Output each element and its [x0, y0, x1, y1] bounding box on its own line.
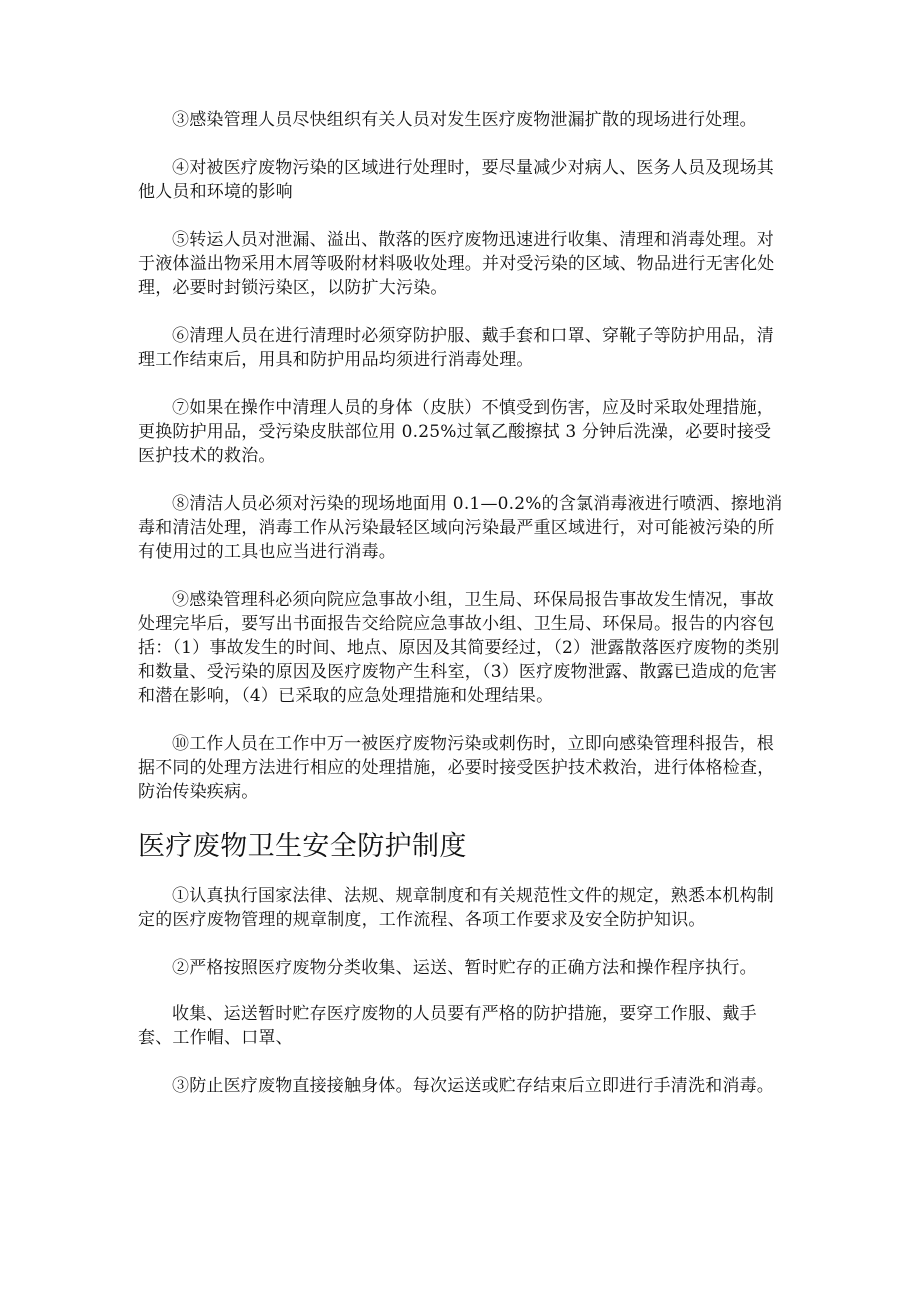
- rule-item-3: ③防止医疗废物直接接触身体。每次运送或贮存结束后立即进行手清洗和消毒。: [172, 1076, 774, 1096]
- rule-item-1: ①认真执行国家法律、法规、规章制度和有关规范性文件的规定，熟悉本机构制定的医疗废物管理的规章制度，工作流程、各项工作要求及安全防护知识。: [138, 886, 774, 930]
- rule-item-2: ②严格按照医疗废物分类收集、运送、暂时贮存的正确方法和操作程序执行。: [172, 958, 757, 978]
- paragraph-item-9: ⑨感染管理科必须向院应急事故小组，卫生局、环保局报告事故发生情况，事故处理完毕后，要写出书面报告交给院应急事故小组、卫生局、环保局。报告的内容包括：（1）事故发生的时间、地点、原因及其简要经过，（2）泄露散落医疗废物的类别和数量、受污染的原因及医疗废物产生科室，（3）医疗废物泄露、散露已造成的危害和潜在影响，（4）已采取的应急处理措施和处理结果。: [138, 590, 780, 706]
- paragraph-item-6: ⑥清理人员在进行清理时必须穿防护服、戴手套和口罩、穿靴子等防护用品，清理工作结束后，用具和防护用品均须进行消毒处理。: [138, 326, 774, 370]
- paragraph-item-8: ⑧清洁人员必须对污染的现场地面用 0.1—0.2%的含氯消毒液进行喷洒、擦地消毒和清洁处理，消毒工作从污染最轻区域向污染最严重区域进行，对可能被污染的所有使用过的工具也应当进行消毒。: [138, 494, 783, 562]
- paragraph-item-5: ⑤转运人员对泄漏、溢出、散落的医疗废物迅速进行收集、清理和消毒处理。对于液体溢出物采用木屑等吸附材料吸收处理。并对受污染的区域、物品进行无害化处理，必要时封锁污染区，以防扩大污染。: [138, 230, 775, 298]
- section-title: 医疗废物卫生安全防护制度: [138, 831, 467, 862]
- paragraph-item-7: ⑦如果在操作中清理人员的身体（皮肤）不慎受到伤害，应及时采取处理措施，更换防护用品，受污染皮肤部位用 0.25%过氧乙酸擦拭 3 分钟后洗澡，必要时接受医护技术的救治。: [138, 398, 774, 466]
- paragraph-item-3: ③感染管理人员尽快组织有关人员对发生医疗废物泄漏扩散的现场进行处理。: [172, 110, 757, 130]
- paragraph-item-10: ⑩工作人员在工作中万一被医疗废物污染或刺伤时，立即向感染管理科报告，根据不同的处理方法进行相应的处理措施，必要时接受医护技术救治，进行体格检查，防治传染疾病。: [138, 734, 775, 802]
- document-body: [138, 108, 788, 1122]
- paragraph-item-4: ④对被医疗废物污染的区域进行处理时，要尽量减少对病人、医务人员及现场其他人员和环境的影响: [138, 158, 774, 202]
- rule-protection-note: 收集、运送暂时贮存医疗废物的人员要有严格的防护措施，要穿工作服、戴手套、工作帽、口罩、: [138, 1004, 757, 1048]
